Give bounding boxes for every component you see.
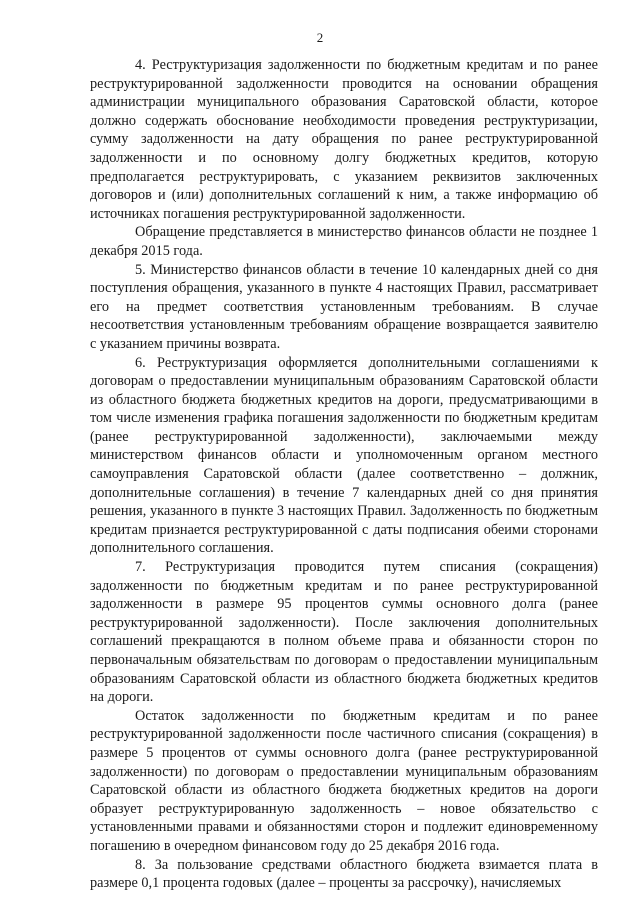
paragraph-clause-8: 8. За пользование средствами областного бюджета взимается плата в размере 0,1 процента годовых (далее – проценты за рассрочку), начисляемых: [90, 856, 598, 892]
paragraph-clause-6: 6. Реструктуризация оформляется дополнительными соглашениями к договорам о предоставлении муниципальным образованиям Саратовской области из областного бюджета бюджетных кредитов на дороги, предусматривающими в том числе изменения графика погашения задолженности по бюджетным кредитам (ранее реструктурированной задолженности), заключаемыми между министерством финансов области и уполномоченным органом местного самоуправления Саратовской области (далее соответственно – должник, дополнительные соглашения) в течение 7 календарных дней со дня принятия решения, указанного в пункте 3 настоящих Правил. Задолженность по бюджетным кредитам признается реструктурированной с даты подписания обеими сторонами дополнительного соглашения.: [90, 354, 598, 557]
paragraph-deadline: Обращение представляется в министерство финансов области не позднее 1 декабря 2015 года.: [90, 224, 598, 259]
paragraph-clause-5: 5. Министерство финансов области в течение 10 календарных дней со дня поступления обращения, указанного в пункте 4 настоящих Правил, рассматривает его на предмет соответствия установленным требованиям. В случае несоответствия установленным требованиям обращение возвращается заявителю с указанием причины возврата.: [90, 261, 598, 352]
paragraph-clause-7: 7. Реструктуризация проводится путем списания (сокращения) задолженности по бюджетным кредитам и по ранее реструктурированной задолженности в размере 95 процентов суммы основного долга (ранее реструктурированной задолженности). После заключения дополнительных соглашений прекращаются в полном объеме права и обязанности сторон по первоначальным обязательствам по договорам о предоставлении муниципальным образованиям Саратовской области из областного бюджета бюджетных кредитов на дороги.: [90, 559, 598, 706]
page-number: 2: [316, 30, 324, 45]
paragraph-clause-4: 4. Реструктуризация задолженности по бюджетным кредитам и по ранее реструктурированной задолженности проводится на основании обращения администрации муниципального образования Саратовской области, которое должно содержать обоснование необходимости проведения реструктуризации, сумму задолженности на дату обращения по ранее реструктурированной задолженности и по основному долгу бюджетных кредитов, которую предполагается реструктурировать, с указанием реквизитов заключенных договоров и (или) дополнительных соглашений к ним, а также информацию об источниках погашения реструктурированной задолженности.: [90, 57, 598, 222]
paragraph-remaining-debt: Остаток задолженности по бюджетным кредитам и по ранее реструктурированной задолженности после частичного списания (сокращения) в размере 5 процентов от суммы основного долга (ранее реструктурированной задолженности) по договорам о предоставлении муниципальным образованиям Саратовской области из областного бюджета бюджетных кредитов на дороги образует реструктурированную задолженность – новое обязательство с установленными правами и обязанностями сторон и подлежит единовременному погашению в очередном финансовом году до 25 декабря 2016 года.: [90, 707, 598, 854]
document-body: [90, 56, 598, 893]
